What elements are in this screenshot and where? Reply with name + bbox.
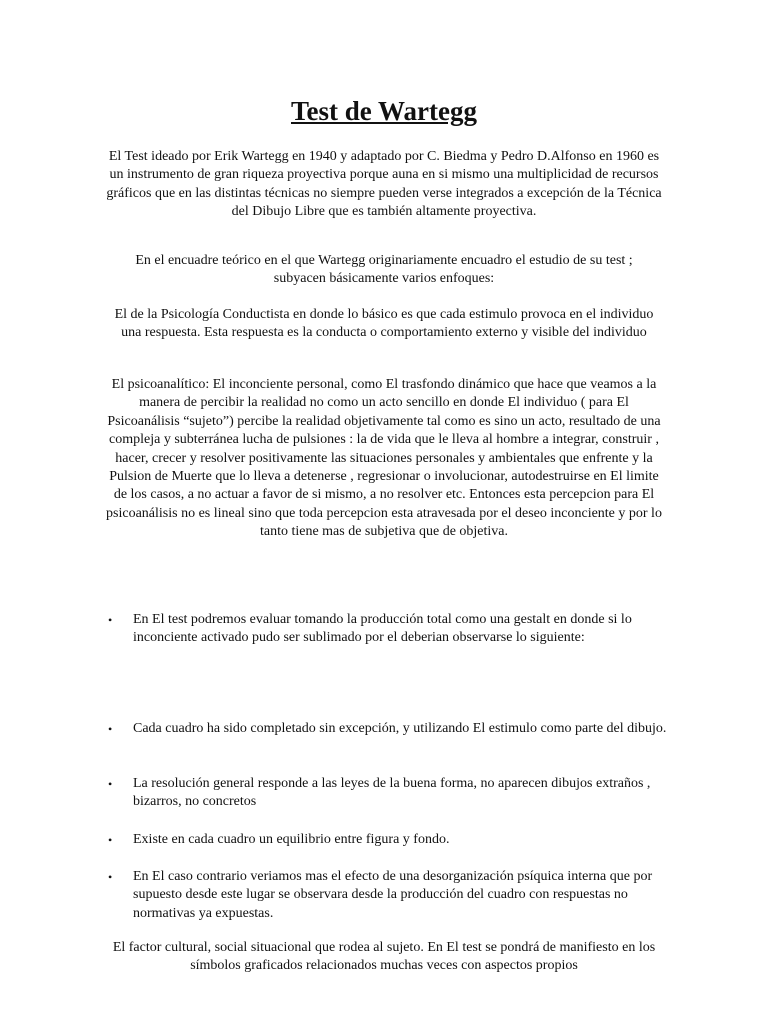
- list-item-text: En El test podremos evaluar tomando la producción total como una gestalt en donde si lo inconciente activado pudo ser sublimado por el deberian observarse lo siguiente:: [133, 612, 632, 646]
- list-item: [108, 720, 668, 738]
- behaviorist-paragraph: El de la Psicología Conductista en donde lo básico es que cada estimulo provoca en el individuo una respuesta. Esta respuesta es la conducta o comportamiento externo y visible del individuo: [114, 307, 654, 341]
- intro-paragraph: El Test ideado por Erik Wartegg en 1940 y adaptado por C. Biedma y Pedro D.Alfonso en 1960 es un instrumento de gran riqueza proyectiva porque auna en si mismo una multiplicidad de recursos gráficos que en las distintas técnicas no siempre pueden verse integrados a excepción de la Técnica del Dibujo Libre que es también altamente proyectiva.: [106, 149, 662, 220]
- list-item: [108, 831, 668, 849]
- bullet-icon: •: [108, 777, 113, 791]
- list-item: [108, 868, 668, 923]
- bullet-icon: •: [108, 833, 113, 847]
- list-item-text: La resolución general responde a las leyes de la buena forma, no aparecen dibujos extraños , bizarros, no concretos: [133, 776, 651, 810]
- list-item: [108, 775, 668, 812]
- document-title: Test de Wartegg: [291, 96, 477, 126]
- list-item-text: Cada cuadro ha sido completado sin excepción, y utilizando El estimulo como parte del dibujo.: [133, 721, 667, 736]
- bullet-icon: •: [108, 613, 113, 627]
- cultural-factor-paragraph: El factor cultural, social situacional que rodea al sujeto. En El test se pondrá de manifiesto en los símbolos graficados relacionados muchas veces con aspectos propios: [112, 940, 656, 974]
- bullet-icon: •: [108, 722, 113, 736]
- list-item-text: Existe en cada cuadro un equilibrio entre figura y fondo.: [133, 832, 450, 847]
- psychoanalytic-paragraph: El psicoanalítico: El inconciente personal, como El trasfondo dinámico que hace que veamos a la manera de percibir la realidad no como un acto sencillo en donde El individuo ( para El Psicoanálisis “sujeto”) percibe la realidad objetivamente tal como es sino un acto, resultado de una compleja y subterránea lucha de pulsiones : la de vida que le lleva al hombre a integrar, construir , hacer, crecer y resolver positivamente las situaciones personales y ambientales que enfrente y la Pulsion de Muerte que lo lleva a detenerse , regresionar o involucionar, autodestruirse en El limite de los casos, a no actuar a favor de si mismo, a no resolver etc. Entonces esta percepcion para El psicoanálisis no es lineal sino que toda percepcion esta atravesada por el deseo inconciente y por lo tanto tiene mas de subjetiva que de objetiva.: [106, 377, 662, 540]
- framework-paragraph: En el encuadre teórico en el que Wartegg originariamente encuadro el estudio de su test ; subyacen básicamente varios enfoques:: [135, 253, 633, 287]
- bullet-icon: •: [108, 870, 113, 884]
- list-item: [108, 611, 668, 648]
- list-item-text: En El caso contrario veriamos mas el efecto de una desorganización psíquica interna que por supuesto desde este lugar se observara desde la producción del cuadro con respuestas no normativas ya expuestas.: [133, 869, 653, 921]
